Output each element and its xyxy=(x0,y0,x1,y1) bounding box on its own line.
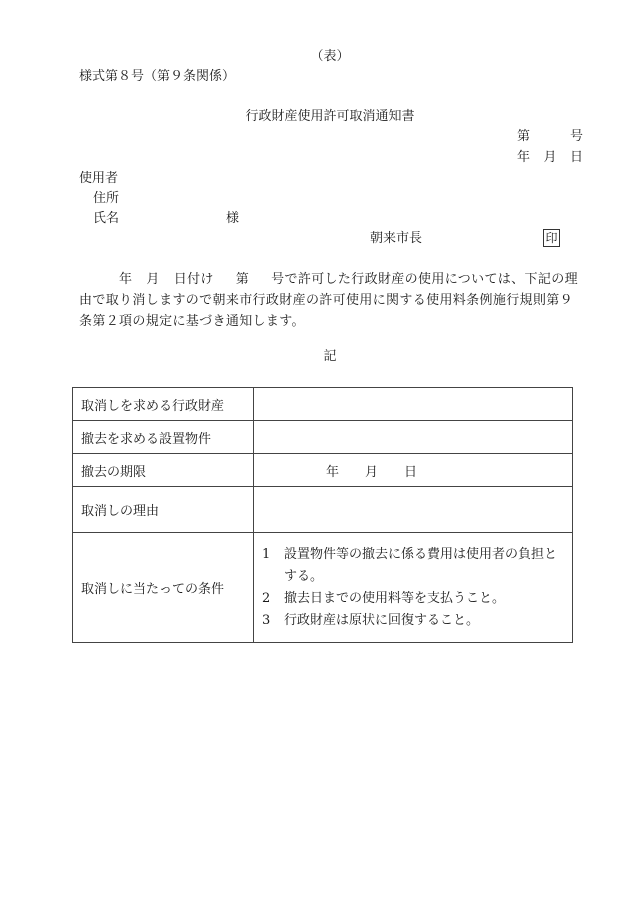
name-label: 氏名 xyxy=(93,211,120,226)
list-item xyxy=(262,610,564,632)
issue-date-day: 日 xyxy=(569,150,583,165)
user-label: 使用者 xyxy=(79,171,119,186)
list-item xyxy=(262,544,564,588)
deadline-day: 日 xyxy=(404,464,418,480)
condition-text: 行政財産は原状に回復すること。 xyxy=(284,612,480,628)
row-label: 撤去の期限 xyxy=(73,454,254,487)
condition-number: 2 xyxy=(262,590,271,606)
issue-date-year: 年 xyxy=(517,150,531,165)
issue-number-suffix: 号 xyxy=(569,129,583,144)
row-value xyxy=(254,421,573,454)
issuer-mayor: 朝来市長 xyxy=(370,231,423,246)
condition-text: 設置物件等の撤去に係る費用は使用者の負担とする。 xyxy=(284,546,558,584)
body-text: 号で許可した行政財産の使用については、下記の理由で取り消しますので朝来市行政財産の許可使用に関する使用料条例施行規則第９条第２項の規定に基づき通知します。 xyxy=(79,272,578,329)
side-label: （表） xyxy=(310,49,350,64)
document-title: 行政財産使用許可取消通知書 xyxy=(245,109,415,124)
table-row xyxy=(73,454,573,487)
deadline-cell xyxy=(254,454,573,487)
condition-text: 撤去日までの使用料等を支払うこと。 xyxy=(284,590,506,606)
issue-number-prefix: 第 xyxy=(517,129,531,144)
condition-number: 3 xyxy=(262,612,271,628)
deadline-year: 年 xyxy=(326,464,340,480)
body-day-dated: 日付け xyxy=(173,272,214,287)
cancellation-table xyxy=(72,387,573,643)
row-value xyxy=(254,487,573,533)
row-label: 取消しに当たっての条件 xyxy=(73,533,254,643)
condition-number: 1 xyxy=(262,546,271,562)
body-month: 月 xyxy=(146,272,160,287)
issue-date-line xyxy=(517,150,583,166)
heading-ki: 記 xyxy=(323,349,337,364)
table-row xyxy=(73,533,573,643)
row-label: 取消しの理由 xyxy=(73,487,254,533)
list-item xyxy=(262,588,564,610)
issue-number-line xyxy=(517,129,583,145)
deadline-month: 月 xyxy=(365,464,379,480)
body-number-prefix: 第 xyxy=(235,272,250,287)
row-label: 撤去を求める設置物件 xyxy=(73,421,254,454)
conditions-cell xyxy=(254,533,573,643)
honorific: 様 xyxy=(226,211,240,226)
table-row xyxy=(73,421,573,454)
address-label: 住所 xyxy=(93,191,120,206)
row-value xyxy=(254,388,573,421)
table-row xyxy=(73,388,573,421)
form-number: 様式第８号（第９条関係） xyxy=(79,69,236,84)
row-label: 取消しを求める行政財産 xyxy=(73,388,254,421)
seal-mark: 印 xyxy=(543,229,560,247)
issue-date-month: 月 xyxy=(543,150,557,165)
notice-body xyxy=(79,269,584,332)
body-year: 年 xyxy=(119,272,133,287)
conditions-list xyxy=(262,544,564,632)
table-row xyxy=(73,487,573,533)
